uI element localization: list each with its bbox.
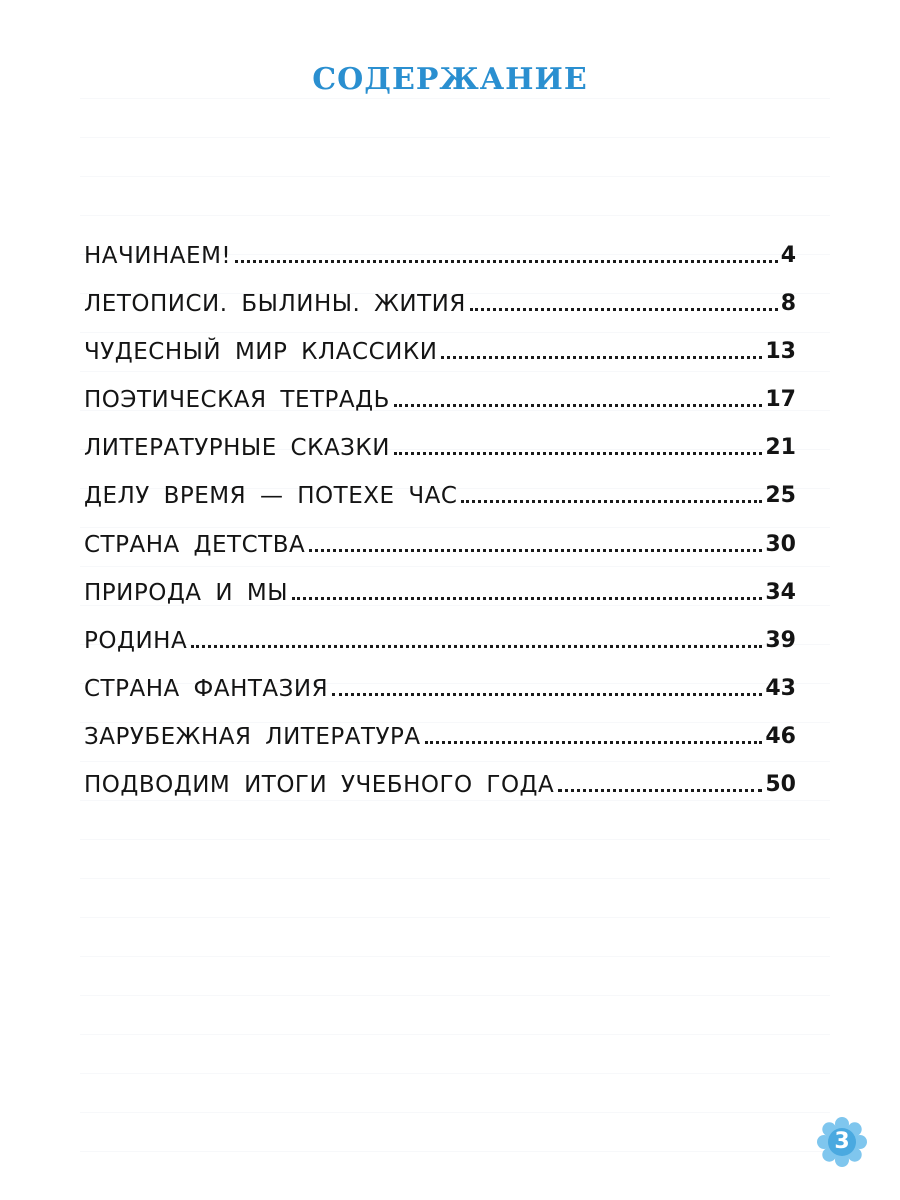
dot-leader — [235, 260, 778, 263]
bleed-line — [80, 138, 830, 177]
page-title: СОДЕРЖАНИЕ — [312, 62, 588, 97]
dot-leader — [332, 693, 762, 696]
toc-entry-title: ДЕЛУ ВРЕМЯ — ПОТЕХЕ ЧАС — [84, 483, 458, 510]
toc-entry-title: ЧУДЕСНЫЙ МИР КЛАССИКИ — [84, 339, 438, 366]
bleed-line — [80, 1035, 830, 1074]
toc-entry[interactable] — [84, 719, 796, 750]
toc-entry-title: ПРИРОДА И МЫ — [84, 579, 289, 606]
toc-entry-page: 46 — [765, 723, 796, 749]
toc-entry[interactable] — [84, 575, 796, 606]
bleed-line — [80, 1113, 830, 1152]
toc-entry-title: ПОЭТИЧЕСКАЯ ТЕТРАДЬ — [84, 387, 390, 414]
dot-leader — [425, 741, 763, 744]
dot-leader — [441, 356, 762, 359]
toc-entry-title: СТРАНА ДЕТСТВА — [84, 531, 306, 558]
toc-entry[interactable] — [84, 623, 796, 654]
toc-entry[interactable] — [84, 334, 796, 365]
dot-leader — [191, 645, 762, 648]
page-number: 3 — [834, 1129, 850, 1154]
toc-entry[interactable] — [84, 671, 796, 702]
toc-entry-page: 50 — [765, 772, 796, 798]
dot-leader — [470, 308, 778, 311]
toc-entry-page: 30 — [765, 531, 796, 557]
toc-entry[interactable] — [84, 767, 796, 798]
toc-entry-page: 4 — [780, 243, 796, 268]
dot-leader — [558, 789, 762, 792]
dot-leader — [309, 549, 762, 552]
bleed-line — [80, 957, 830, 996]
toc-entry-title: ЛЕТОПИСИ. БЫЛИНЫ. ЖИТИЯ — [84, 291, 466, 318]
toc-entry-page: 21 — [765, 435, 796, 461]
toc-entry-title: ЛИТЕРАТУРНЫЕ СКАЗКИ — [84, 435, 390, 462]
toc-entry-title: РОДИНА — [84, 627, 188, 654]
toc-entry-title: СТРАНА ФАНТАЗИЯ — [84, 675, 329, 702]
toc-entry-page: 43 — [765, 675, 796, 701]
toc-entry[interactable] — [84, 286, 796, 317]
dot-leader — [461, 500, 762, 503]
dot-leader — [394, 404, 762, 407]
bleed-line — [80, 99, 830, 138]
dot-leader — [394, 452, 762, 455]
toc-entry[interactable] — [84, 478, 796, 509]
toc-entry-title: ЗАРУБЕЖНАЯ ЛИТЕРАТУРА — [84, 723, 421, 750]
toc-entry-page: 34 — [765, 579, 796, 605]
table-of-contents — [84, 238, 796, 815]
bleed-line — [80, 996, 830, 1035]
toc-entry-title: НАЧИНАЕМ! — [84, 243, 232, 269]
toc-entry-page: 25 — [765, 483, 796, 509]
toc-entry[interactable] — [84, 238, 796, 269]
page-number-badge — [816, 1116, 868, 1168]
bleed-line — [80, 918, 830, 957]
toc-entry-page: 13 — [765, 339, 796, 365]
dot-leader — [292, 597, 762, 600]
bleed-line — [80, 177, 830, 216]
toc-entry-page: 8 — [780, 291, 796, 317]
toc-entry-page: 39 — [765, 627, 796, 653]
toc-entry[interactable] — [84, 527, 796, 558]
bleed-line — [80, 840, 830, 879]
toc-entry[interactable] — [84, 430, 796, 461]
toc-entry-title: ПОДВОДИМ ИТОГИ УЧЕБНОГО ГОДА — [84, 772, 555, 799]
bleed-line — [80, 879, 830, 918]
bleed-line — [80, 1074, 830, 1113]
toc-entry-page: 17 — [765, 387, 796, 413]
toc-entry[interactable] — [84, 382, 796, 413]
